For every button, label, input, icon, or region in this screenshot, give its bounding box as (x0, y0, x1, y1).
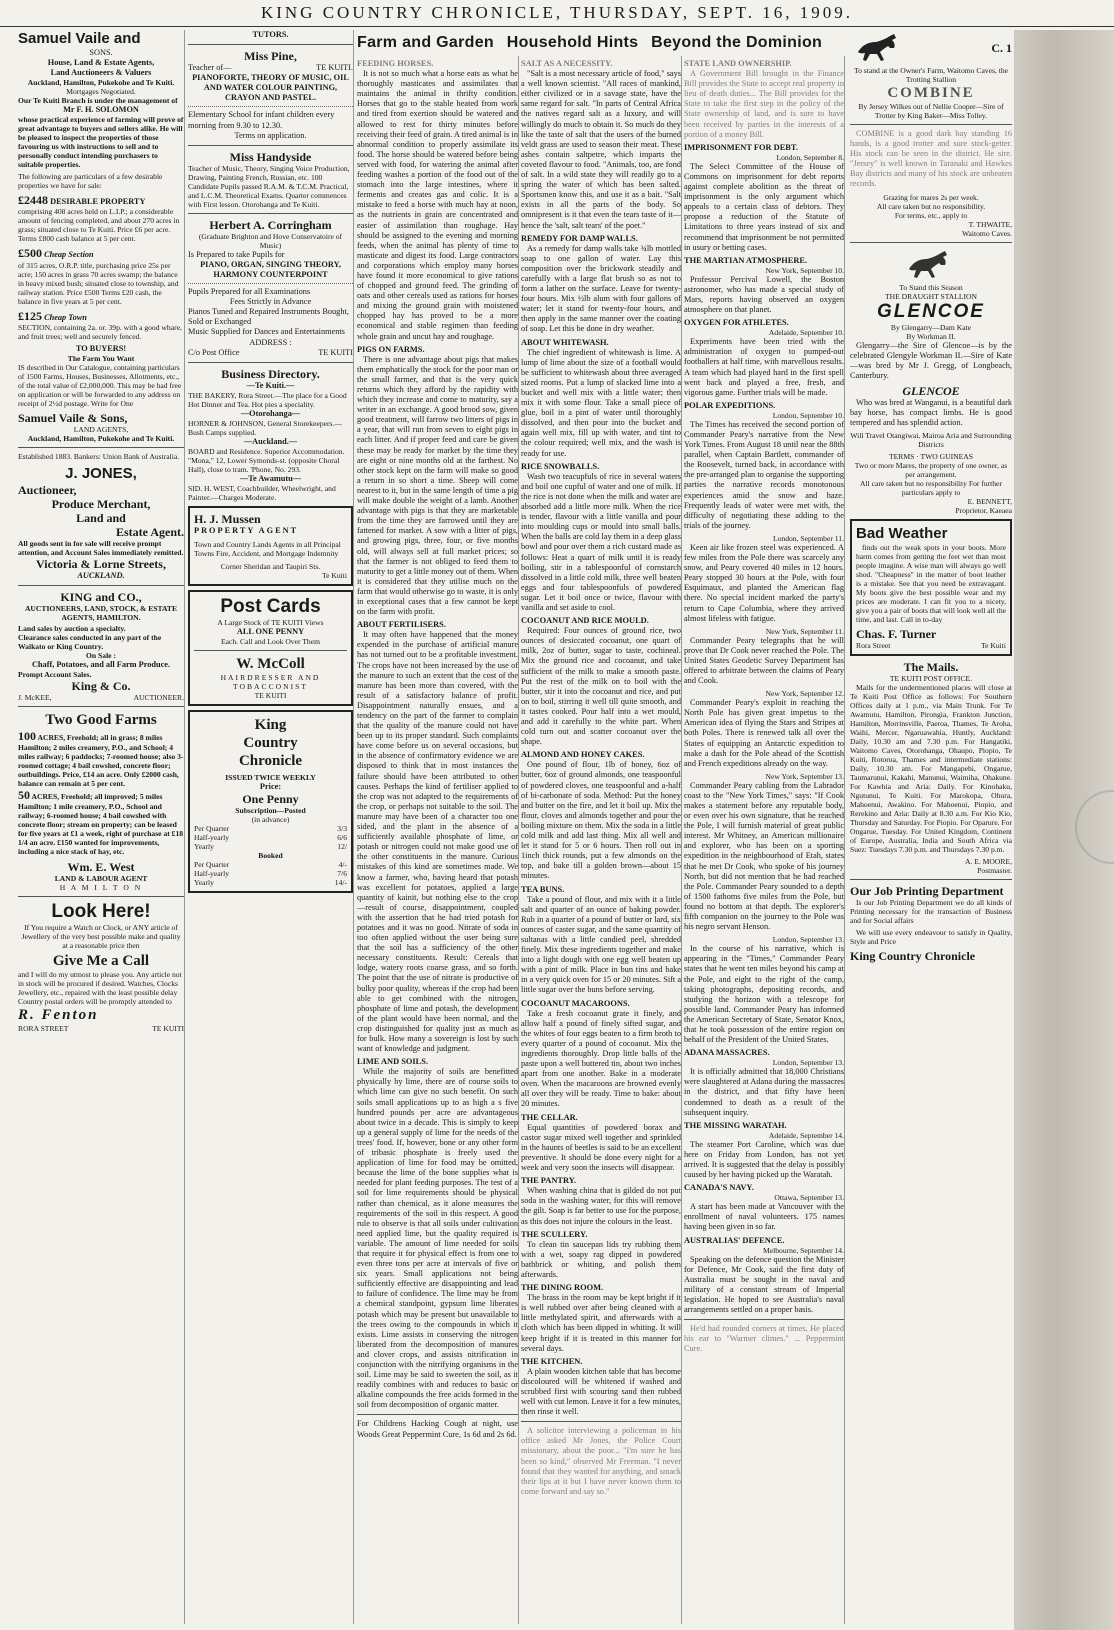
postcards-ad (188, 590, 353, 706)
job-printing-name: King Country Chronicle (850, 949, 976, 964)
jones-line1: Auctioneer, (18, 482, 77, 497)
mails-name: A. E. MOORE, (964, 857, 1012, 867)
farm2-num: 50 (18, 787, 30, 802)
article-scullery-head: THE SCULLERY. (521, 1229, 588, 1239)
jones-city: AUCKLAND. (77, 570, 125, 580)
news-waratah-head: THE MISSING WARATAH. (684, 1120, 787, 1130)
corringham-sub: (Graduate Brighton and Hove Conservatoire of Music) (198, 231, 343, 250)
vaile2-title: Samuel Vaile & Sons, (18, 410, 128, 425)
look-text: If You require a Watch or Clock, or ANY article of Jewellery of the very best possible make and quality at a reasonable price then (21, 922, 181, 950)
article-damp-text: As a remedy for damp walls take ¾lb mottled soap to one gallon of water. Lay this composition over the brickwork steadily and carefully with a large flat brush so as not to form a lather on the surface. Leave for twenty-four hours. Mix ½lb alum with four gallons of water; let it stand for twenty-four hours, and then apply in the same manner over the coating of soap. Let this be done in dry weather. (521, 243, 681, 334)
buyers-text: IS described in Our Catalogue, containing particulars of 1500 Farms, Houses, Businesses, Allotments, etc., of the total value of £2,000,000. This may be had free on application or will be forwarded to any address on receipt of 2½d postage. Write for One (18, 362, 182, 408)
posted-half-label: Half-yearly (194, 833, 229, 843)
posted-half-value: 6/6 (337, 833, 347, 843)
news-navy-text: A start has been made at Vancouver with the enrollment of naval volunteers. 175 names having been given in so far. (684, 1202, 844, 1232)
property3-head: Cheap Town (44, 312, 87, 322)
king-goods: Chaff, Potatoes, and all Farm Produce. (31, 659, 171, 669)
king-line1: Land sales by auction a specialty. (18, 623, 126, 633)
glencoe-name: GLENCOE (877, 300, 985, 322)
news-navy-date: Ottawa, September 13. (774, 1193, 844, 1203)
column-3-farm-garden (357, 56, 519, 1624)
glencoe-owner: E. BENNETT, (967, 497, 1012, 507)
chronicle-price-head: Price: (259, 782, 282, 792)
mails-title: The Mails. (903, 660, 959, 675)
mccoll-name: W. McColl (236, 656, 305, 673)
news-polar-date5: New York, September 13. (765, 771, 844, 781)
article-kitchen-head: THE KITCHEN. (521, 1356, 583, 1366)
article-macaroons-text: Take a fresh cocoanut grate it finely, and allow half a pound of finely sifted sugar, and the whites of four eggs beaten to a firm broth to every quarter of a pound of cocoanut. Mix the ingredients thoroughly. Drop little balls of the paste upon a well buttered tin, about two inches apart from one another. Bake in a moderate oven. When the macaroons are browned evenly all over they will be ready. Time to bake: about 20 minutes. (521, 1008, 681, 1109)
news-polar-text5: Commander Peary cabling from the Labrador coast to the "New York Times," says: "If Cook makes a statement before any reputable body, or even over his own signature, that he reached the Pole, I will furnish material of great public interest. Mr Whitney, an American millionaire and explorer, who has been on a sporting expedition in the neighbourhood of Etah, states that he met Dr Cook, who spoke of his journey North, but did not mention that he had reached the Pole. Commander Peary sounded to a depth of 1500 fathoms five miles from the Pole, but found no bottom at that depth. The explorer's fifth companion on the journey to the Pole was his negro servant Henson. (684, 780, 844, 932)
corringham-exam: Pupils Prepared for all Examinations (188, 287, 311, 297)
article-damp-head: REMEDY FOR DAMP WALLS. (521, 233, 638, 243)
corringham-town: TE KUITI (318, 347, 353, 357)
article-tea-buns-head: TEA BUNS. (521, 884, 565, 894)
combine-intro: To stand at the Owner's Farm, Waitomo Caves, the Trotting Stallion (853, 66, 1009, 84)
news-prison-head: IMPRISONMENT FOR DEBT. (684, 142, 798, 152)
chronicle-booked: Booked (258, 851, 283, 861)
news-mars-text: Professor Percival Lowell, the Boston astronomer, who has made a special study of Mars, reports having observed an oxygen atmosphere on that planet. (684, 274, 844, 315)
booked-quarter-label: Per Quarter (194, 860, 230, 870)
combine-terms: For terms, etc., apply to (894, 210, 968, 220)
mccoll-sub: HAIRDRESSER AND TOBACCONIST (220, 673, 321, 692)
property3-price: £125 (18, 308, 42, 323)
news-polar-text4: Commander Peary's exploit in reaching the North Pole has given great impetus to the American idea of flying the Stars and Stripes at both Poles. There is renewed talk all over the States of equipping an Antarctic expedition to make a dash for the Pole ahead of the Scottish and French expeditions already on the way. (684, 698, 844, 768)
pine-name: Miss Pine, (244, 49, 297, 64)
booked-half-label: Half-yearly (194, 869, 229, 879)
pine-subjects: PIANOFORTE, THEORY OF MUSIC, OIL AND WATER COLOUR PAINTING, CRAYON AND PASTEL. (192, 73, 349, 103)
corringham-address: ADDRESS : (249, 337, 292, 347)
article-pigs-head: PIGS ON FARMS. (357, 344, 425, 354)
farms-title: Two Good Farms (45, 711, 157, 728)
farm2-text: ACRES, Freehold; all improved; 5 miles Hamilton; 1 mile creamery, P.O., School and railway; 6-roomed house; 4 bail cowshed with concrete floor; stream on property; can be leased for five years at £1 a week, right of purchase at £18 1/4 an acre. £150 wanted for improvements, including a nice stack of hay, etc. (18, 791, 184, 856)
cough-cure-ad: For Childrens Hacking Cough at night, use Woods Great Peppermint Cure, 1s 6d and 2s 6d. (357, 1419, 518, 1439)
article-rice-head: RICE SNOWBALLS. (521, 461, 600, 471)
news-australia-date: Melbourne, September 14. (763, 1245, 844, 1255)
bd-otorohanga: —Otorohanga— (240, 408, 301, 418)
news-polar-date2: London, September 11. (772, 533, 844, 543)
buyers-sub: The Farm You Want (67, 353, 135, 363)
pine-terms: Terms on application. (234, 130, 307, 140)
king-title: KING and CO., (60, 589, 142, 604)
article-almond-text: One pound of flour, 1lb of honey, 6oz of butter, 6oz of ground almonds, one teaspoonful of powdered cloves, one teaspoonful and a-half of bi-carbonate of soda. Method: Put the honey and butter on the fire, and let it boil up. Mix the flour, cloves and almonds together and pour the boiling mixture on them. Mix the soda in a little cold milk and add last thing. Mix all well and let it stand for 5 or 6 hours. Then roll out in 1inch thick rounds, put a few almonds on the top, and bake till a golden brown—about 15 minutes. (521, 760, 681, 881)
article-cocoanut-head: COCOANUT AND RICE MOULD. (521, 616, 649, 626)
news-navy-head: CANADA'S NAVY. (684, 1183, 754, 1193)
booked-half-value: 7/6 (337, 869, 347, 879)
king-sub: AUCTIONEERS, LAND, STOCK, & ESTATE AGENTS, HAMILTON. (24, 603, 178, 622)
glencoe-care: All care taken but no responsibility For further particulars apply to (860, 479, 1002, 498)
column-1-advertisements (18, 30, 185, 1624)
article-tea-buns-text: Take a pound of flour, and mix with it a little salt and quarter of an ounce of baking powder. Rub in a quarter of a pound of butter or lard, six ounces of caster sugar, and the same quantity of sultanas with a little candied peel, shredded finely. Mix these ingredients together and make into a light dough with one egg well beaten up with a pint of milk. Place in bun tins and bake in a very quick oven for 15 or 20 minutes. Sift a little sugar over the buns before serving. (521, 894, 681, 995)
news-polar-text3: Commander Peary telegraphs that he will prove that Dr Cook never reached the Pole. The United States Geodetic Survey Department has offered to arbitrate between the claims of Peary and Cook. (684, 635, 844, 686)
corringham-music: Music Supplied for Dances and Entertainments (188, 327, 345, 337)
article-kitchen-text: A plain wooden kitchen table that has become discoloured will be whitened if washed and scrubbed first with scouring sand then rubbed well with cut lemon. Leave it for a few minutes, then rinse it well. (521, 1366, 681, 1417)
bd-board: BOARD and Residence. Superior Accommodation. "Mona," 12, Lower Symonds-st. (opposite Choral Hall), close to tram. 'Phone, No. 293. (188, 446, 345, 474)
mussen-name: H. J. Mussen (194, 512, 261, 527)
booked-yearly-label: Yearly (194, 878, 214, 888)
article-almond-head: ALMOND AND HONEY CAKES. (521, 750, 645, 760)
bd-te-awamutu: —Te Awamutu— (239, 473, 302, 483)
booked-quarter-value: 4/- (338, 860, 347, 870)
fenton-address: RORA STREET (18, 1023, 69, 1033)
booked-yearly-value: 14/- (334, 878, 347, 888)
mails-sub: TE KUITI POST OFFICE. (889, 674, 973, 684)
news-polar-text2: Keen air like frozen steel was experienced. A few miles from the Pole there was scarcely any snow, and Peary covered 40 miles in 12 hours. Peary stopped 30 hours at the Pole, with four Esquimaux, and planted the American flag there. No special incident marked the party's return to Cape Columbia, where they arrived almost lifeless with fatigue. (684, 542, 844, 623)
column-4-household-hints (521, 56, 682, 1624)
article-cellar-text: Equal quantities of powdered borax and castor sugar mixed well together and sprinkled in the haunts of beetles is said to be an excellent preventive. It should be done every night for a week and very soon the insects will disappear. (521, 1122, 681, 1173)
call-title: Give Me a Call (52, 952, 150, 969)
article-salt-head: SALT AS A NECESSITY. (521, 59, 613, 68)
mussen-town: Te Kuiti (322, 571, 347, 581)
combine-owner: T. THWAITE, (968, 219, 1012, 229)
fenton-title: R. Fenton (18, 1006, 99, 1023)
job-printing-text2: We will use every endeavour to satisfy in Quality, Style and Price (850, 928, 1012, 947)
glencoe-text: Who was bred at Wanganui, is a beautiful dark bay horse, has compact limbs. He is good tempered and has splendid action. (850, 397, 1012, 428)
article-whitewash-text: The chief ingredient of whitewash is lime. A lump of lime about the size of a football would be sufficient to whitewash about three averaged sized rooms. Put a lump of slacked lime into a bucket and well mix with a little water; then mix it with some flour. Take a small piece of glue, boil in a pint of water until thoroughly dissolved, and then pour into the bucket and again well mix, fill up with water, and tint to the colour required; well mix, and the wash is ready for use. (521, 347, 681, 458)
posted-yearly-label: Yearly (194, 842, 214, 852)
column-2-tutors-directory (188, 30, 354, 1624)
handyside-text: Teacher of Music, Theory, Singing Voice Production, Drawing, Painting French, Russian, etc. 100 Candidate Pupils passed R.A.M. & T.C.M. Practical, and L.C.M. Theoretical Exams. Quarter commences with First lesson. Otorohanga and Te Kuiti. (188, 163, 350, 209)
vaile2-sub: LAND AGENTS, (73, 424, 129, 434)
news-adana-date: London, September 13. (772, 1058, 844, 1068)
corringham-name: Herbert A. Corringham (209, 217, 332, 232)
news-mars-date: New York, September 10. (765, 265, 844, 275)
news-waratah-date: Adelaide, September 14. (768, 1130, 844, 1140)
article-cocoanut-text: Required: Four ounces of ground rice, two ounces of desiccated cocoanut, one quart of milk, 2oz of butter, sugar to taste, cochineal. Mix the ground rice and cocoanut, and take sufficient of the milk to make a smooth paste. Put the rest of the milk on to boil with the butter, stir it into the cocoanut and rice, and put on to boil, stirring it well till quite smooth, and it tastes cooked. Pour half into a wet mould, and add it carefully to the white part. When cold turn out and scatter cocoanut over the shape. (521, 626, 681, 747)
news-prison-date: London, September 8. (776, 152, 844, 162)
property1-head: DESIRABLE PROPERTY (50, 197, 146, 207)
posted-yearly-value: 12/ (337, 842, 347, 852)
tutors-head: TUTORS. (252, 30, 289, 39)
chronicle-price: One Penny (242, 792, 299, 807)
vaile-sons: SONS. (89, 48, 113, 57)
news-state-land-head: STATE LAND OWNERSHIP. (684, 59, 792, 68)
article-pantry-text: When washing china that is gilded do not put soda in the washing water, for this will remove the gilt. Soap is far better to use for the purpose, as this does not injure the colours in the least. (521, 1186, 681, 1226)
mussen-text: Town and Country Lands Agents in all Principal Towns Fire, Accident, and Mortgage Indemnity (194, 540, 341, 559)
vaile-branch: Our Te Kuiti Branch is under the management of (18, 96, 178, 106)
news-mars-head: THE MARTIAN ATMOSPHERE. (684, 255, 808, 265)
news-polar-text6: In the course of his narrative, which is appearing in the "Times," Commander Peary states that he went ten miles beyond his camp at the Pole, and eight to the right of the camp, taking photographs, depositing records, and studying the horizon with a telescope for possible land. Commander Peary has informed the American Secretary of State, Senator Knox, that he took possession of the entire region on behalf of the President of the United States. (684, 944, 844, 1045)
postcards-text: A Large Stock of TE KUITI Views (217, 618, 324, 628)
king-sign: King & Co. (71, 678, 131, 693)
column-6-stallions-mails (850, 30, 1012, 1624)
combine-graze: Grazing for mares 2s per week. (883, 192, 979, 202)
article-dining-text: The brass in the room may be kept bright if it is well rubbed over after being cleaned with a little methylated spirit, and afterwards with a cloth which has been dipped in whiting. It will keep bright if it is treated in this manner for several days. (521, 1293, 681, 1353)
mccoll-town: TE KUITI (254, 691, 287, 701)
mails-text: Mails for the undermentioned places will close at Te Kuiti Post Office as follows: For Southern Offices daily at 1 p.m., via Main Trunk. For Te Awamutu, Hamilton, Pirongia, Frankton Junction, Hamilton, Morrinsville, Paeroa, Thames, Te Aroha, Waihi, Mercer, Ngaruawahia, Huntly, Auckland: Daily, 10.30 am and 7.30 p.m. For Hangatiki, Waitomo Caves, Otorohanga, Ohaupo, Piopio, Te Kuiti, Rotorua, Thames and intermediate stations: Daily, 10.30 am. For Mangapehi, Ongarue, Taumarunui, Kakahi, Manunui, Waimiha, Ohakune. For Kawhia and Aria: Daily. For Kinohaku, Ngutunui, Te Kuiti. For Marokopa, Ohura, Mahoenui, Awakino. For Mahoenui, Piopio, and Rerekino and Aria: Daily at 8.30 a.m. For Kio Kio, Thursday and Saturday. For Piopio. For Oparure. For Ongarue, Tuesday. For United Kingdom, Continent of Europe, Australia, India and South Africa via Suez: Tuesdays 7.30 p.m. and Thursdays 7.30 p.m. (850, 683, 1012, 855)
glencoe-by: By Glengarry—Dam Kate (890, 322, 972, 332)
glencoe-sire: Glengarry—the Sire of Glencoe—is by the celebrated Glengyle Workman II.—Sire of Kate—was bred by Mr J. Gregg, of Longbeach, Canterbury. (850, 340, 1012, 380)
article-lime-head: LIME AND SOILS. (357, 1057, 428, 1067)
article-fertilisers-head: ABOUT FERTILISERS. (357, 620, 446, 630)
combine-place: Waitomo Caves. (961, 228, 1012, 238)
jones-address: Victoria & Lorne Streets, (36, 556, 166, 571)
news-footer-text: He'd had rounded corners at times, He placed his ear to "Warmer climes." ... Peppermint Cure. (684, 1324, 844, 1354)
call-text: and I will do my utmost to please you. Any article not in stock will be procured if desired. Watches, Clocks Jewellery, etc., repaired with the least possible delay Country postal orders will be promptly attended to (18, 969, 182, 1006)
heading-household-hints: Household Hints (506, 34, 639, 51)
glencoe-intro: To Stand this Season (899, 282, 963, 292)
heading-beyond-dominion: Beyond the Dominion (651, 34, 823, 51)
jones-text: All goods sent in for sale will receive prompt attention, and Account Sales immediately remitted. (18, 538, 184, 557)
property2-text: of 315 acres, O.R.P. title, purchasing price 25s per acre; 150 acres in grass 70 acres swamp; the balance in heavy mixed bush; situated close to township, and railway station. Price £500 Terms £20 cash, the balance in five years at 5 per cent. (18, 260, 179, 306)
heading-farm-garden: Farm and Garden (357, 34, 494, 51)
section-headings (357, 34, 847, 54)
horse-icon (850, 30, 910, 66)
vaile-title: Samuel Vaile and (18, 30, 141, 47)
article-pigs-text: There is one advantage about pigs that makes them emphatically the stock for the poor man or the small farmer, and that is the very quick returns which they afford by the rapidity with which they increase and come to maturity, say a writer in an exchange. A good brood sow, given good treatment, will farrow two litters of pigs in a year, that will run from seven to eight pigs in each litter. And if proper feed and care be given these may be ready for market by the time they are eight or nine months old at the farthest. No other stock kept on the farm will make so good a return in so short a time. Sheep will come nearest to it, but in the same length of time a pig will make double the weight of a lamb. Another advantage with pigs is that they are marketable from the time they are farrowed until they are fattened for market. A sow with a litter of pigs, and growing pigs, three, four, or five months old, will always sell at full market prices; so that the farmer is not obliged to feed them to maturity to get a little money out of them. When it is considered that they utilise much on the farm that would otherwise go to waste, it is only in exceptional cases that a few cannot be kept on the farm with profit. (357, 354, 518, 617)
farm1-text: ACRES, Freehold; all in grass; 8 miles Hamilton; 2 miles creamery, P.O., and School; 4 miles railway; 6 paddocks; 7-roomed house; also 3-roomed cottage; 4 bail cowshed, concrete floor; outbuildings. Price, £14 an acre. Only £2000 cash, balance can remain at 5 per cent. (18, 732, 184, 788)
masthead: KING COUNTRY CHRONICLE, THURSDAY, SEPT. 16, 1909. (0, 0, 1114, 27)
vaile-manager: Mr F. H. SOLOMON (63, 105, 139, 115)
solicitor-anecdote: A solicitor interviewing a policeman in his office asked Mr Jones, the Police Court missionary, about the poor... "I'm sure he has been so kind," observed Mr Freeman. "I never found that they wanted for anything, and smack their lips at it but I have never known them to come forward and say so." (521, 1426, 681, 1496)
king-prompt: Prompt Account Sales. (18, 669, 92, 679)
news-australia-text: Speaking on the defence question the Minister for Defence, Mr Cook, said the first duty of Australia must be sought in the naval and military of a constant stream of Imperial legislation. He hoped to see Australia's naval arrangements settled on a proper basis. (684, 1254, 844, 1315)
bd-west: SID. H. WEST, Coachbuilder, Wheelwright, and Painter.—Charges Moderate. (188, 484, 336, 503)
posted-quarter-label: Per Quarter (194, 824, 230, 834)
news-polar-text1: The Times has received the second portion of Commander Peary's narrative from the New York Times. From August 18 until near the 88th parallel, when Captain Bartlett, commander of the Roosevelt, turned back, in accordance with the pre-arranged plan to organise the supporting parties the narrative records monotonous experiences amid the snow and haze. Frequently leads of water were met with, the difficulty of negotiating these adding to the trials of the journey. (684, 419, 844, 530)
combine-text: COMBINE is a good dark bay standing 16 hands, is a good trotter and sure stock-getter. His stock can be seen in the district. He sire. "Jersey" is well known in Taranaki and Hawkes Bay districts and many of his stock are unbeaten records. (850, 129, 1012, 189)
chronicle-word1: King (254, 717, 287, 734)
glencoe-travel: Will Travel Otangiwai, Mairoa Aria and Surrounding Districts (850, 431, 1012, 450)
glencoe-mares: Two or more Mares, the property of one owner, as per arrangement. (854, 461, 1008, 480)
postcards-price: ALL ONE PENNY (236, 627, 305, 637)
news-polar-date6: London, September 13. (772, 935, 844, 945)
jones-title: J. JONES, (65, 464, 137, 482)
article-cellar-head: THE CELLAR. (521, 1112, 578, 1122)
handyside-name: Miss Handyside (229, 149, 312, 164)
article-feeding-horses-text: It is not so much what a horse eats as what he thoroughly masticates and assimilates that maintains the animal in thrifty condition. Horses that go to the stable heated from work and tired from exertion should be watered and allowed to rest for thirty minutes before receiving their feed of grain. A tired animal is in abnormal condition to properly assimilate its food. The horse should be watered before being served with food, for watering the animal after feeding washes a portion of the food out of the stomach into the large intestines, where it ferments and creates gas and colic. It is a mistake to feed a horse with much hay at noon, as the nutrients in grain are concentrated and easier of assimilation than roughage. Hay should be assigned to the evening and morning feeds, when the animal has plenty of time to masticate and digest its food. Large contractors and corporations which employ many horses have found it more economical to give rations of chopped and ground feed. The grinding of oats and other cereals used as rations for horses and mixing the ground grain with moistened chopped hay has proved to be a more economical and stable regimen than feeding whole grain and uncut hay and roughage. (357, 69, 518, 341)
mussen-sub: PROPERTY AGENT (194, 526, 299, 536)
chronicle-issued: ISSUED TWICE WEEKLY (225, 773, 316, 783)
news-oxygen-date: Adelaide, September 10. (768, 328, 844, 338)
farm1-num: 100 (18, 728, 36, 743)
business-directory-title: Business Directory. (221, 366, 320, 381)
bad-weather-address: Rora Street (856, 641, 891, 651)
established: Established 1883. Bankers: Union Bank of Australia. (18, 451, 180, 461)
article-rice-text: Wash two teacupfuls of rice in several waters and boil one cupful of water and one of milk. If the rice is not done when the milk and water are absorbed add a little more milk. When the rice is tender, flavour with a little vanilla and pour into moulding cups or mould into small balls. When the balls are cold lay them in a deep glass bowl and pour over them a rich custard made as follows: Heat a quart of milk until it is ready boiling, stir in a tablespoonful of cornstarch dissolved in a little cold milk, three well beaten eggs and four tablespoonfuls of powdered sugar. Let it boil once or twice, flavour with vanilla and set aside to cool. (521, 471, 681, 612)
article-salt-text: "Salt is a most necessary article of food," says a well known scientist. "All races of mankind, either civilized or in a savage state, have the same regard for salt. "In parts of Central Africa the natives regard salt as a luxury, and will willingly do much to obtain it. So much do they like the taste of salt that the users of the burned veldt grass are used to season their meat. These ashes contain saltpetre, which imparts the coveted flavour to food. "Animals, too, are fond of salt. In a wild state they will readily go to a spring the water of which has been salted. Sportsmen know this, and use it as a bait. "Salt exists in all the parts of the body. So omnipresent is it that even the tears taste of it—hence the 'salt, salt tears' of the poet." (521, 69, 681, 230)
corringham-fees: Fees Strictly in Advance (229, 297, 312, 307)
bd-auckland: —Auckland.— (243, 436, 298, 446)
mussen-addr: Corner Sheridan and Taupiri Sts. (220, 562, 321, 572)
article-scullery-text: To clean tin saucepan lids try rubbing them with a wet, soapy rag dipped in powdered bathbrick or whiting, and polish them afterwards. (521, 1239, 681, 1279)
posted-quarter-value: 3/3 (337, 824, 347, 834)
vaile-line2: Land Auctioneers & Valuers (50, 68, 152, 78)
bd-te-kuiti: —Te Kuiti.— (246, 380, 295, 390)
article-dining-head: THE DINING ROOM. (521, 1283, 604, 1293)
article-fertilisers-text: It may often have happened that the money expended in the purchase of artificial manure has not turned out to be a profitable investment. The crops have not been increased by the use of the manure to such an extent that the cost of the manure has been more than covered, with the result of a satisfactory balance of profit. Disappointment naturally ensues, and a tendency on the part of the farmer to complain that the quality of the manure could not have been up to its proper standard. Such complaints have come before us on several occasions, but in the absence of confirmatory evidence we are disposed to think that in most instances the failure should have been attributed to other causes. Perhaps the kind of fertiliser applied to the crop was not adapted to the requirements of the crop, or perhaps not suitable to the soil. The manure may have been of a character too one sided, and the plant in the absence of a sufficiently available phosphate of lime, or potash or nitrogen could not make good use of the other constituents in the manure. Curious mistakes of this kind are sometimes made. We know a farmer, who, having heard that potash was excellent for potatoes, applied a large quantity of kainit, but nothing else to the crop —result of course, disappointment, coupled with the assertion that he had tried potash for potatoes and it was no good. Nitrate of soda in too often applied without the user being sure that the soil has a sufficiency of the other necessary constituents. Result: Cereals that lodge, watery roots coarse grass, and so forth. The point that the use of nitrate is productive of bulky poor quality, whereas if the crop had been able to get combined with the nitrogen, phosphate of lime and potash, the development of the plant would have been normal, and the crop distinguished for quality just as much as for bulk. How many a sovereign is lost by such want of knowledge and judgment. (357, 630, 518, 1054)
vaile-towns: Auckland, Hamilton, Pukekohe and Te Kuiti. (27, 78, 175, 88)
bd-bakery: THE BAKERY, Rora Street.—The place for a Good Hot Dinner and Tea. Hot pies a speciality. (188, 390, 347, 409)
horse-c1-label: C. 1 (991, 41, 1012, 55)
corringham-pianos: Pianos Tuned and Repaired Instruments Bought, Sold or Exchanged (188, 307, 349, 327)
property3-text: SECTION, containing 2a. or. 39p. with a good whare, and fruit trees; well and securely fenced. (18, 322, 182, 341)
news-australia-head: AUSTRALIAS' DEFENCE. (684, 1235, 785, 1245)
glencoe-by2: By Workman II. (906, 331, 956, 341)
glencoe-proprietor: Proprietor, Kaeaea (955, 506, 1012, 516)
bad-weather-text: finds out the weak spots in your boots. More harm comes from getting the feet wet than most people imagine. A wise man will always go well shod. "Cheapness" in the matter of boot leather is a mistake. See that you need be extravagant. My boots give the best possible wear and my prices are moderate. I can fit you to a nicety, give you a pair of boots that will look well all the time, and last. Call in to-day (856, 543, 1006, 625)
west-city: H A M I L T O N (59, 882, 143, 892)
west-title: Wm. E. West (67, 859, 135, 874)
property2-price: £500 (18, 246, 42, 261)
glencoe-sub: THE DRAUGHT STALLION (884, 291, 978, 301)
property1-text: comprising 408 acres held on L.I.P.; a considerable amount of fencing completed, and about 270 acres in grass; situated close to Te Kuiti. Price £6 per acre. Terms £800 cash balance at 5 per cent. (18, 207, 180, 244)
chronicle-word3: Chronicle (238, 753, 303, 770)
article-lime-text: While the majority of soils are benefitted physically by lime, there are of course soils to which lime can give no such benefit. On such soils small applications up to as high a s five hundred pounds per acre are advantageous about twice in a decade. This is simply to keep up a general supply of lime for the needs of the trees' food. If, however, bone or any other form of tribasic phosphate is freely used the application of lime for food may be omitted, because the lime of the bone supplies what is needed for plant feeding purposes. The test of a soil for lime requirements should be physical rather than chemical, as it alone measures the requirements of the soil in this respect. A good rule to observe is that all soils under cultivation need applied lime, but the quality required is variable. The amount of lime needed for soils that require it for physical effect is from one to even three tons per acre at intervals of five or six years. Small applications not being sufficiently effective are disappointing and lead to failure of confidence. The lime may be from a chemical standpoint, gypsum lime liberates potash which may be present but unavailable to the trees owing to the compounds in which it exists. Lime assists in conserving the nitrogen liberated from the decomposition of manures and clover crops, and assists nitrification in conjunction with the nitrifying organisms in the soil. Lime may be said to sweeten the soil, as it readily combines with and reduces to basic or alkaline compounds the free acids formed in the soil from decomposition of organic matter. (357, 1067, 518, 1410)
bd-horner: HORNER & JOHNSON, General Storekeepers.—Bush Camps supplied. (188, 418, 342, 437)
king-auct: AUCTIONEER. (133, 692, 184, 702)
corringham-prep: Is Prepared to take Pupils for (188, 249, 285, 259)
news-adana-head: ADANA MASSACRES. (684, 1048, 770, 1058)
corringham-subjects: PIANO, ORGAN, SINGING THEORY, HARMONY COUNTERPOINT (200, 259, 341, 279)
news-polar-head: POLAR EXPEDITIONS. (684, 400, 776, 410)
look-title: Look Here! (51, 900, 151, 922)
news-oxygen-text: Experiments have been tried with the administration of oxygen to pumped-out footballers at half time, with marvellous results. A team which had played hard in the first spell went back and played a free, fresh, and vigorous game. Further trials will be made. (684, 337, 844, 397)
news-prison-text: The Select Committee of the House of Commons on imprisonment for debt reports against complete abolition as the threat of imprisonment is the only argument which appeals to a certain class of debtors. They propose a reduction of the Statute of Limitations to three years instead of six and recommend that imprisonment be not permitted in usury or betting cases. (684, 161, 844, 252)
chronicle-word2: Country (243, 735, 298, 752)
vaile-line1: House, Land & Estate Agents, (47, 58, 155, 68)
news-polar-date1: London, September 10. (772, 410, 844, 420)
article-macaroons-head: COCOANUT MACAROONS. (521, 998, 630, 1008)
property1-price: £2448 (18, 193, 48, 208)
fenton-town: TE KUITI (152, 1023, 184, 1033)
vaile-branch-text: whose practical experience of farming will prove of great advantage to buyers and sellers alike. He will be pleased to inspect the properties of those favouring us with instructions to sell and to personally conduct intending purchasers to suitable properties. (18, 115, 184, 170)
article-feeding-horses-head: FEEDING HORSES. (357, 59, 434, 68)
king-line2: Clearance sales conducted in any part of the Waikato or King Country. (18, 632, 162, 651)
corringham-po: C/o Post Office (188, 347, 240, 357)
postcards-each: Each. Call and Look Over Them (221, 637, 320, 647)
news-polar-date4: New York, September 12. (765, 689, 844, 699)
vaile2-towns: Auckland, Hamilton, Pukekohe and Te Kuiti. (27, 433, 175, 443)
news-adana-text: It is officially admitted that 18,000 Christians were slaughtered at Adana during the massacres in the district, and that fifty have been condemned to death as a result of the subsequent inquiry. (684, 1067, 844, 1117)
mails-role: Postmaster. (977, 866, 1012, 876)
bad-weather-ad (850, 519, 1012, 656)
vaile-mortgages: Mortgages Negotiated. (66, 87, 136, 97)
king-onsale: On Sale : (86, 650, 116, 660)
article-whitewash-head: ABOUT WHITEWASH. (521, 337, 609, 347)
horse-icon (901, 247, 961, 283)
vaile-following: The following are particulars of a few desirable properties we have for sale: (18, 172, 163, 191)
news-waratah-text: The steamer Port Caroline, which was due here on Friday from London, has not yet arrived. It is suggested that the delay is possibly caused by her having picked up the Waratah. (684, 1139, 844, 1180)
combine-care: All care taken but no responsibility. (876, 201, 986, 211)
pine-teacher: Teacher of— (188, 63, 232, 73)
pine-school: Elementary School for infant children every morning from 9.30 to 12.30. (188, 110, 335, 130)
article-pantry-head: THE PANTRY. (521, 1176, 577, 1186)
property2-head: Cheap Section (44, 250, 94, 260)
column-5-beyond-dominion (684, 56, 845, 1624)
bad-weather-name: Chas. F. Turner (856, 627, 937, 642)
pine-town: TE KUITI. (316, 63, 353, 73)
news-state-land-text: A Government Bill brought in the Finance Bill provides the State to accept real property in lieu of death duties... The Bill provides for the State to take the first step in the policy of the State ownership of land, and is sure to have been received by parties in the interests of a portion of a money Bill. (684, 69, 844, 139)
king-mckee: J. McKEE, (18, 692, 52, 702)
job-printing-title: Our Job Printing Department (850, 884, 1004, 899)
bad-weather-town: Te Kuiti (981, 641, 1006, 651)
job-printing-text1: Is our Job Printing Department we do all kinds of Printing necessary for the transaction of Business and for Social affairs (850, 898, 1012, 926)
west-sub: LAND & LABOUR AGENT (54, 873, 148, 883)
buyers-head: TO BUYERS! (75, 343, 127, 353)
chronicle-subscription: Subscription—Posted (235, 806, 306, 816)
jones-line3: Land and (76, 510, 126, 525)
news-oxygen-head: OXYGEN FOR ATHLETES. (684, 318, 789, 328)
postcards-title: Post Cards (220, 596, 321, 618)
combine-name: COMBINE (887, 85, 975, 101)
glencoe-name2: GLENCOE (902, 383, 960, 398)
chronicle-ad (188, 710, 353, 893)
mussen-ad (188, 506, 353, 586)
chronicle-advance: (in advance) (251, 815, 290, 825)
bad-weather-title: Bad Weather (856, 525, 948, 543)
combine-by: By Jersey Wilkes out of Nellie Cooper—Sire of Trotter by King Baker—Miss Tolley. (858, 102, 1004, 120)
jones-line4: Estate Agent. (116, 524, 184, 539)
jones-line2: Produce Merchant, (51, 496, 151, 511)
glencoe-terms: TERMS · TWO GUINEAS (888, 452, 974, 462)
news-polar-date3: New York, September 11. (765, 626, 844, 636)
